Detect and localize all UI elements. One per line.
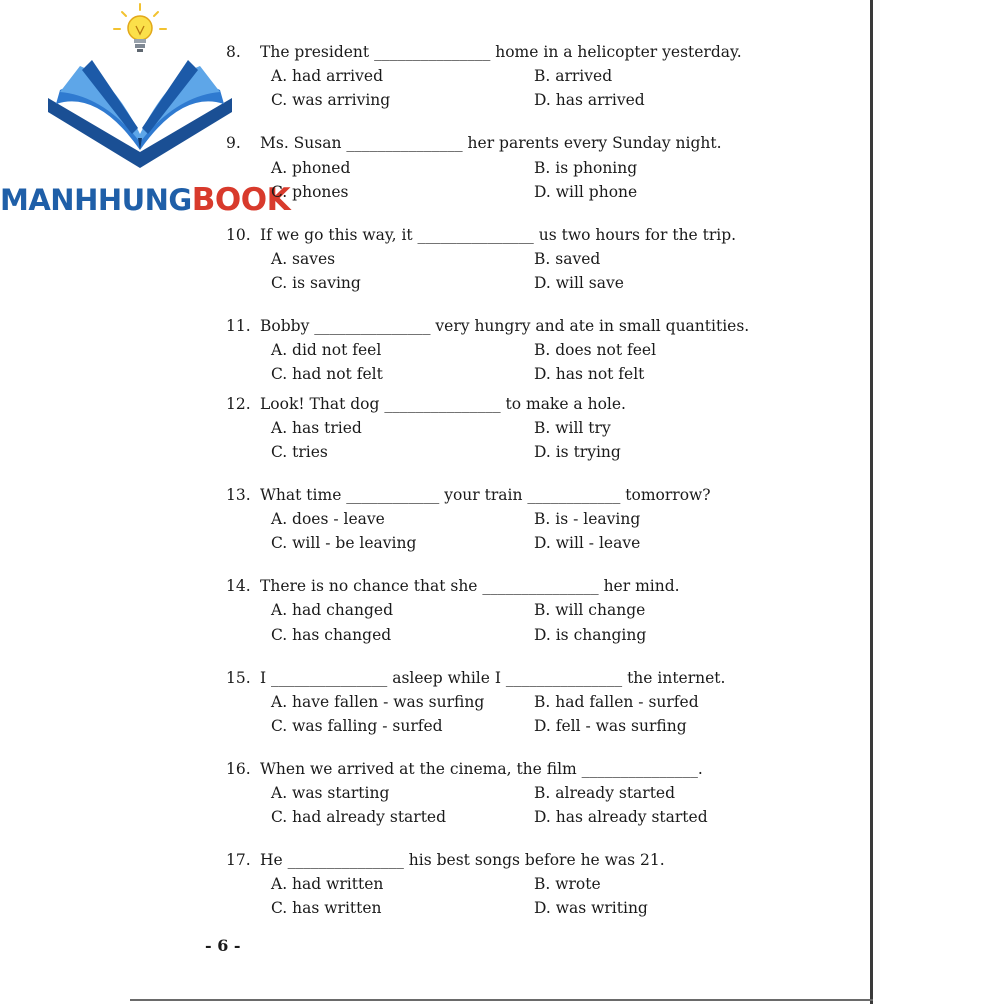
logo-brand-accent: BOOK <box>191 182 291 218</box>
option-d: D. will - leave <box>534 534 641 552</box>
question-17 <box>226 850 665 870</box>
option-a: A. had arrived <box>271 67 383 85</box>
question-number: 10. <box>226 226 251 244</box>
option-b: B. will try <box>534 419 611 437</box>
logo-brand-main: MANHHUNG <box>0 183 192 217</box>
option-d: D. will save <box>534 274 624 292</box>
option-c: C. has changed <box>271 626 392 644</box>
option-b: B. arrived <box>534 67 613 85</box>
question-number: 8. <box>226 43 241 61</box>
question-number: 12. <box>226 395 251 413</box>
option-a: A. have fallen - was surfing <box>271 693 485 711</box>
question-text: He _______________ his best songs before he was 21. <box>260 851 665 869</box>
question-number: 16. <box>226 760 251 778</box>
question-10 <box>226 225 736 245</box>
question-number: 13. <box>226 486 251 504</box>
option-b: B. is - leaving <box>534 510 641 528</box>
option-a: A. did not feel <box>271 341 382 359</box>
question-text: There is no chance that she _______________ her mind. <box>260 577 680 595</box>
question-text: Look! That dog _______________ to make a hole. <box>260 395 626 413</box>
option-d: D. has not felt <box>534 365 645 383</box>
question-16 <box>226 759 703 779</box>
option-d: D. will phone <box>534 183 638 201</box>
question-number: 9. <box>226 134 241 152</box>
question-number: 17. <box>226 851 251 869</box>
question-text: When we arrived at the cinema, the film _______________. <box>260 760 703 778</box>
question-15 <box>226 668 725 688</box>
page-number: - 6 - <box>205 936 241 955</box>
option-d: D. is changing <box>534 626 647 644</box>
question-number: 14. <box>226 577 251 595</box>
option-c: C. was falling - surfed <box>271 717 443 735</box>
question-13 <box>226 485 711 505</box>
option-b: B. will change <box>534 601 646 619</box>
question-text: I _______________ asleep while I _______________ the internet. <box>260 669 726 687</box>
option-d: D. fell - was surfing <box>534 717 687 735</box>
option-c: C. phones <box>271 183 349 201</box>
question-text: Ms. Susan _______________ her parents every Sunday night. <box>260 134 722 152</box>
question-9 <box>226 133 722 153</box>
option-a: A. phoned <box>271 159 351 177</box>
option-b: B. does not feel <box>534 341 657 359</box>
option-d: D. is trying <box>534 443 621 461</box>
option-d: D. has already started <box>534 808 708 826</box>
question-number: 15. <box>226 669 251 687</box>
option-a: A. saves <box>271 250 336 268</box>
page-edge-bottom <box>130 999 873 1001</box>
option-b: B. is phoning <box>534 159 638 177</box>
option-c: C. is saving <box>271 274 361 292</box>
option-b: B. wrote <box>534 875 601 893</box>
question-12 <box>226 394 626 414</box>
question-text: The president _______________ home in a helicopter yesterday. <box>260 43 742 61</box>
option-a: A. had changed <box>271 601 394 619</box>
logo-wordmark <box>0 183 290 217</box>
option-c: C. will - be leaving <box>271 534 417 552</box>
option-c: C. had not felt <box>271 365 383 383</box>
question-text: Bobby _______________ very hungry and ate in small quantities. <box>260 317 750 335</box>
question-14 <box>226 576 680 596</box>
option-a: A. had written <box>271 875 384 893</box>
option-a: A. does - leave <box>271 510 385 528</box>
option-d: D. has arrived <box>534 91 645 109</box>
question-8 <box>226 42 742 62</box>
option-a: A. has tried <box>271 419 362 437</box>
question-11 <box>226 316 749 336</box>
option-c: C. tries <box>271 443 328 461</box>
option-b: B. had fallen - surfed <box>534 693 699 711</box>
question-text: What time ____________ your train ____________ tomorrow? <box>260 486 711 504</box>
manhhungbook-logo <box>0 0 290 220</box>
option-b: B. saved <box>534 250 601 268</box>
open-book-lightbulb-icon <box>0 0 290 180</box>
option-c: C. has written <box>271 899 382 917</box>
option-c: C. was arriving <box>271 91 391 109</box>
option-d: D. was writing <box>534 899 648 917</box>
question-number: 11. <box>226 317 251 335</box>
question-text: If we go this way, it _______________ us two hours for the trip. <box>260 226 737 244</box>
option-c: C. had already started <box>271 808 447 826</box>
page-edge-right <box>870 0 873 1004</box>
option-a: A. was starting <box>271 784 390 802</box>
option-b: B. already started <box>534 784 676 802</box>
